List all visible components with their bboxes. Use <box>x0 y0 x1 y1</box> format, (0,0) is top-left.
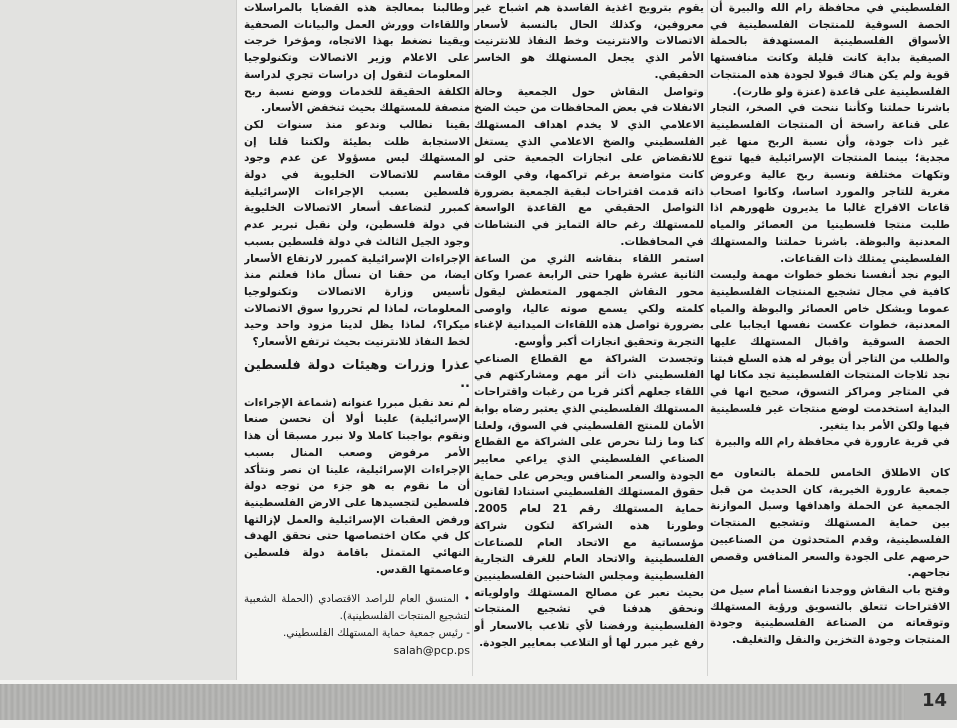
paragraph: وتجسدت الشراكة مع القطاع الصناعي الفلسطيني ذات أثر مهم ومشاركتهم في اللقاء جعلهم أكثر قربا من رغبات واقتراحات المستهلك الفلسطيني الذي يعتبر رضاه بوابة الأمان للمنتج الفلسطيني في السوق، ولعلنا كنا وما زلنا نحرص على الشراكة مع القطاع الصناعي الفلسطيني الذي يراعي معايير الجودة والسعر المنافس ويحرص على حماية حقوق المستهلك الفلسطيني استنادا لقانون حماية المستهلك رقم 21 لعام 2005. وطورنا هذه الشراكة لتكون شراكة مؤسساتية مع الاتحاد العام للصناعات الفلسطينية والاتحاد العام للغرف التجارية الفلسطينية ومجلس الشاحنين الفلسطينيين بحيث نعبر عن مصالح المستهلك واولوياته ونحقق هدفنا في تشجيع المنتجات الفلسطينية ورفضنا لأي تلاعب بالاسعار أو رفع غير مبرر لها أو التلاعب بمعايير الجودة. <box>474 352 704 649</box>
paragraph: كان الاطلاق الخامس للحملة بالتعاون مع جمعية عارورة الخيرية، كان الحديث من قبل الجمعية عن الحملة واهدافها وسبل الموازنة بين حماية المستهلك وتشجيع المنتجات الفلسطينية، وقدم المتحدثون من الصناعيين حرصهم على الجودة والسعر المنافس وقصص نجاحهم. <box>710 466 950 580</box>
article-column-left <box>244 0 470 676</box>
paragraph: بقينا نطالب وندعو منذ سنوات لكن الاستجابة ظلت بطيئة ولكننا قلنا إن المستهلك ليس مسؤولا عن عدم وجود مقاسم للاتصالات الخليوية في دولة فلسطين بسبب الإجراءات الإسرائيلية كمبرر لتضاعف أسعار الاتصالات الخليوية في دولة فلسطين، ولن نقبل تبرير عدم وجود الجيل الثالث في دولة فلسطين بسبب الإجراءات الإسرائيلية كمبرر لارتفاع الأسعار ايضا، من حقنا ان نسأل ماذا فعلتم منذ تأسيس وزارة الاتصالات وتكنولوجيا المعلومات، لماذا لم تحرروا سوق الاتصالات ميكرا؟، لماذا يظل لدينا مزود واحد وحيد لخط النفاذ للانترنيت بحيث ترتفع الأسعار؟ <box>244 118 470 349</box>
page-number: 14 <box>921 690 947 711</box>
column-divider <box>472 0 473 676</box>
footnotes <box>244 591 470 659</box>
paragraph: اليوم نجد أنفسنا نخطو خطوات مهمة وليست كافية في مجال تشجيع المنتجات الفلسطينية عموما وبشكل خاص العصائر والبوظة والمياه المعدنية، خطوات عكست نفسها ايجابيا على الحصة السوقية واقبال المستهلك عليها والطلب من التاجر أن يوفر له هذه السلع فبتنا نجد ثلاجات المنتجات الفلسطينية تجد مكانا لها في المتاجر ومراكز التسوق، صحيح انها في البداية استخدمت لوضع منتجات غير فلسطينية فيها ولكن الأمر بدا يتغير. <box>710 269 950 432</box>
article-column-right <box>710 0 950 676</box>
footnote: - رئيس جمعية حماية المستهلك الفلسطيني. <box>283 626 470 639</box>
footer-pattern <box>0 684 905 720</box>
author-email: salah@pcp.ps <box>393 643 470 657</box>
paragraph: استمر اللقاء بنقاشه الثري من الساعة الثانية عشرة ظهرا حتى الرابعة عصرا وكان محور النقاش الجمهور المتعطش ليقول كلمته ولكي يسمع صوته عاليا، واوصى بضرورة تواصل هذه اللقاءات الميدانية لإغناء التجربة وتحقيق انجازات أكبر وأوسع. <box>474 252 704 349</box>
article-column-middle <box>474 0 704 676</box>
paragraph: باشرنا حملتنا وكأننا ننحت في الصخر، التجار على قناعة راسخة أن المنتجات الفلسطينية غير ذات جودة، وأن نسبة الربح منها غير مجدية؛ بينما المنتجات الإسرائيلية فيها تنوع وتكهات مختلفة ونسبة ربح عالية وعروض مغرية للتاجر والمورد اساسا، وكانوا اصحاب قاعات الافراح غالبا ما يديرون ظهورهم اذا طلبت منتجا فلسطينيا من العصائر والمياه المعدنية والبوظة. باشرنا حملتنا والمستهلك الفلسطيني يمتلك ذات القناعات. <box>710 102 950 265</box>
paragraph: لم نعد نقبل مبررا عنوانه (شماعة الإجراءات الإسرائيلية) علينا أولا أن نحسن صنعا ونقوم بواجبنا كاملا ولا نبرر مسبقا أن هذا الأمر مرفوض وصعب المنال بسبب الإجراءات الإسرائيلية، علينا ان نصر ونتأكد أن ما نقوم به هو جزء من توجه دولة فلسطين لتجسيدها على الارض الفلسطينية ورفض العقبات الإسرائيلية والعمل لإزالتها كل في مكان اختصاصها حتى نحقق الهدف النهائي المتمثل باقامة دولة فلسطين وعاصمتها القدس. <box>244 396 470 576</box>
column-divider <box>707 0 708 676</box>
paragraph: الفلسطيني في محافظة رام الله والبيرة أن الحصة السوقية للمنتجات الفلسطينية في الأسواق الفلسطينية المستهدفة بالحملة الصيفية بداية كانت قليلة وكانت منافستها قوية ولم يكن هناك قبولا لجودة هذه المنتجات الفلسطينية على قاعدة (عنزة ولو طارت). <box>710 2 950 98</box>
paragraph: وفتح باب النقاش ووجدنا انفسنا أمام سيل من الاقتراحات تتعلق بالتسويق ورؤية المستهلك وتوقعاته من الصناعة الفلسطينية وجودة المنتجات وجودة التخزين والنقل والتغليف. <box>710 583 950 647</box>
paragraph: يقوم بترويج اغذية الفاسدة هم اشباح غير معروفين، وكذلك الحال بالنسبة لأسعار الاتصالات والانترنيت وخط النفاذ للانترنيت الأمر الذي يجعل المستهلك هو الخاسر الحقيقي. <box>474 2 704 81</box>
paragraph: وطالبنا بمعالجة هذه القضايا بالمراسلات واللقاءات وورش العمل والبيانات الصحفية ويقينا نضغط بهذا الاتجاه، ومؤخرا خرجت على الاعلام وزير الاتصالات وتكنولوجيا المعلومات لتقول إن دراسات تجري لدراسة الكلفة الحقيقة للخدمات ووضع نسبة ربح منصفة للمستهلك بحيث تنخفض الأسعار. <box>244 2 470 115</box>
footnote: • المنسق العام للراصد الاقتصادي (الحملة الشعبية لتشجيع المنتجات الفلسطينية). <box>244 592 470 622</box>
paragraph: وتواصل النقاش حول الجمعية وحالة الانفلات في بعض المحافظات من حيث الضخ الاعلامي الذي لا يخدم اهداف المستهلك الفلسطيني والضخ الاعلامي الذي يستغل للانقضاض على انجازات الجمعية حتى لو كانت متواضعة برغم تراكمها، وفي الوقت ذاته قدمت اقتراحات لبقية الجمعية بضرورة التواصل الحقيقي مع القاعدة الواسعة للمستهلك رغم حالة التمايز في النشاطات في المحافظات. <box>474 85 704 248</box>
page-footer-bar <box>0 684 957 720</box>
section-heading: عذرا وزرات وهيئات دولة فلسطين .. <box>244 357 470 391</box>
subheading: في قرية عارورة في محافظة رام الله والبيرة <box>715 436 950 449</box>
blank-margin-strip <box>0 0 237 680</box>
